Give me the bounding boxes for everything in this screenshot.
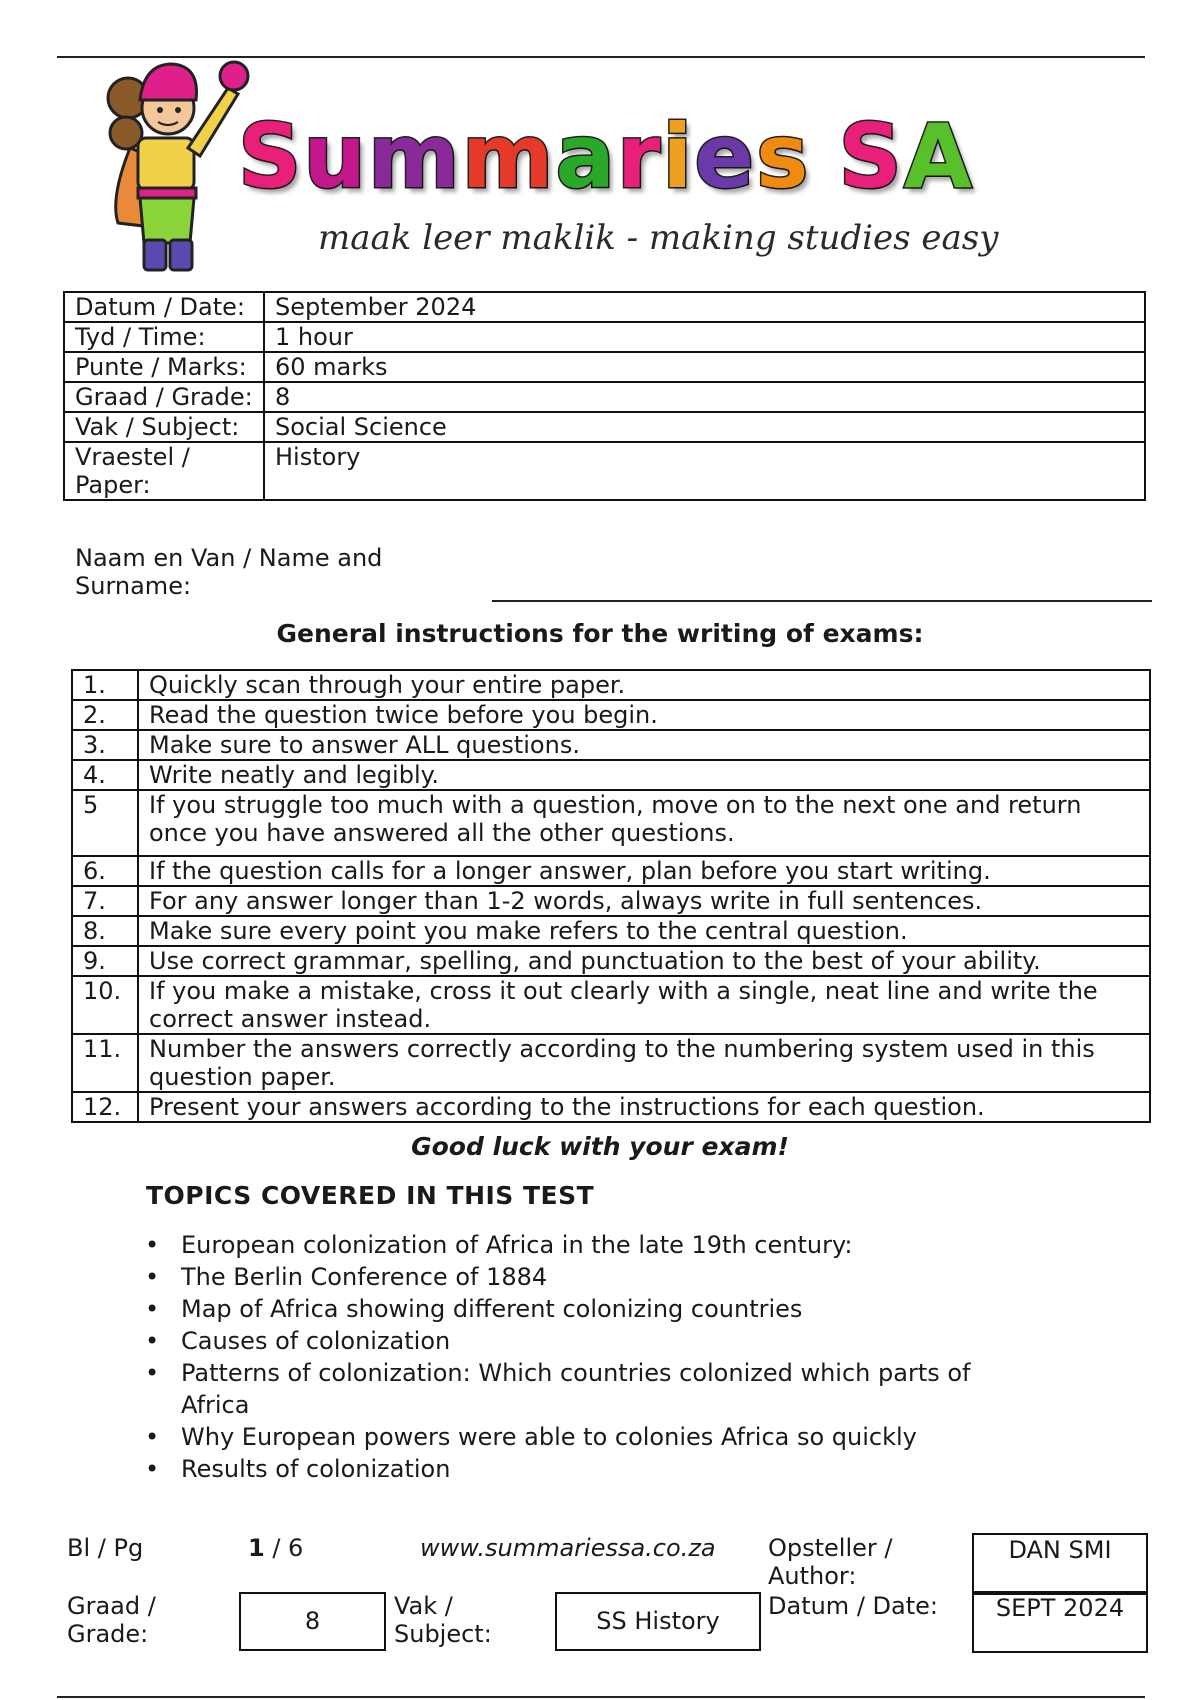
- topic-item: • Patterns of colonization: Which countries colonized which parts of Africa: [145, 1357, 1025, 1421]
- logo-letter: r: [616, 105, 663, 208]
- logo-letter: u: [303, 105, 369, 208]
- info-value: September 2024: [264, 292, 1145, 322]
- footer-author-label: Opsteller / Author:: [768, 1534, 893, 1590]
- topic-item: • European colonization of Africa in the late 19th century:: [145, 1229, 1025, 1261]
- instructions-heading: General instructions for the writing of exams:: [276, 619, 924, 648]
- footer-page-label: Bl / Pg: [67, 1534, 144, 1562]
- instruction-row: [72, 886, 1150, 916]
- topic-item: • Causes of colonization: [145, 1325, 1025, 1357]
- instruction-text: Read the question twice before you begin.: [138, 700, 1150, 730]
- topics-heading: TOPICS COVERED IN THIS TEST: [146, 1181, 595, 1210]
- instruction-text: If you make a mistake, cross it out clearly with a single, neat line and write the correct answer instead.: [138, 976, 1150, 1034]
- instruction-row: [72, 916, 1150, 946]
- logo-letter: s: [756, 105, 811, 208]
- instruction-number: 5: [72, 790, 138, 856]
- instruction-text: Make sure every point you make refers to the central question.: [138, 916, 1150, 946]
- footer-subject-label: Vak / Subject:: [394, 1592, 492, 1648]
- instruction-number: 1.: [72, 670, 138, 700]
- instruction-text: For any answer longer than 1-2 words, always write in full sentences.: [138, 886, 1150, 916]
- mascot-logo-icon: [100, 28, 250, 273]
- page-current: 1: [248, 1534, 265, 1562]
- info-row-grade: [64, 382, 1145, 412]
- info-value: 8: [264, 382, 1145, 412]
- instruction-number: 7.: [72, 886, 138, 916]
- instruction-number: 4.: [72, 760, 138, 790]
- instruction-number: 9.: [72, 946, 138, 976]
- logo-wordmark: [238, 102, 974, 212]
- instruction-row: [72, 760, 1150, 790]
- footer-grade-box: 8: [239, 1592, 386, 1651]
- info-label: Vraestel / Paper:: [64, 442, 264, 500]
- instruction-text: Quickly scan through your entire paper.: [138, 670, 1150, 700]
- instruction-text: If the question calls for a longer answer, plan before you start writing.: [138, 856, 1150, 886]
- instruction-number: 6.: [72, 856, 138, 886]
- logo-letter: i: [662, 105, 695, 208]
- name-surname-field[interactable]: [492, 600, 1152, 602]
- footer-grade-label: Graad / Grade:: [67, 1592, 156, 1648]
- topic-item: • Map of Africa showing different colonizing countries: [145, 1293, 1025, 1325]
- footer-page-number: [248, 1534, 303, 1562]
- instruction-row: [72, 976, 1150, 1034]
- name-surname-label: Naam en Van / Name and Surname:: [75, 544, 383, 600]
- logo-letter: m: [368, 105, 462, 208]
- info-label: Graad / Grade:: [64, 382, 264, 412]
- instruction-text: If you struggle too much with a question, move on to the next one and return once you have answered all the other questions.: [138, 790, 1150, 856]
- instruction-row: [72, 856, 1150, 886]
- logo-letter: A: [903, 105, 974, 208]
- info-label: Tyd / Time:: [64, 322, 264, 352]
- logo-letter: S: [238, 105, 304, 208]
- footer-subject-box: SS History: [555, 1592, 761, 1651]
- instruction-number: 3.: [72, 730, 138, 760]
- info-row-time: [64, 322, 1145, 352]
- logo-letter: a: [555, 105, 617, 208]
- instruction-row: [72, 700, 1150, 730]
- info-row-marks: [64, 352, 1145, 382]
- footer-author-box: DAN SMI: [972, 1533, 1148, 1595]
- instruction-number: 11.: [72, 1034, 138, 1092]
- instruction-row: [72, 670, 1150, 700]
- info-label: Vak / Subject:: [64, 412, 264, 442]
- instruction-row: [72, 1092, 1150, 1122]
- instruction-row: [72, 790, 1150, 856]
- instruction-row: [72, 1034, 1150, 1092]
- page-total: / 6: [264, 1534, 304, 1562]
- instructions-table: [71, 669, 1151, 1123]
- instruction-text: Present your answers according to the instructions for each question.: [138, 1092, 1150, 1122]
- footer-date-box: SEPT 2024: [972, 1591, 1148, 1653]
- instruction-text: Make sure to answer ALL questions.: [138, 730, 1150, 760]
- instruction-row: [72, 730, 1150, 760]
- info-value: Social Science: [264, 412, 1145, 442]
- info-value: 60 marks: [264, 352, 1145, 382]
- exam-info-table: [63, 291, 1146, 501]
- footer-date-label: Datum / Date:: [768, 1592, 938, 1620]
- instruction-number: 2.: [72, 700, 138, 730]
- info-row-subject: [64, 412, 1145, 442]
- info-label: Datum / Date:: [64, 292, 264, 322]
- instruction-number: 10.: [72, 976, 138, 1034]
- topic-item: • The Berlin Conference of 1884: [145, 1261, 1025, 1293]
- topic-item: • Why European powers were able to colonies Africa so quickly: [145, 1421, 1025, 1453]
- info-row-date: [64, 292, 1145, 322]
- logo-letter: e: [694, 105, 757, 208]
- footer-rule: [57, 1696, 1145, 1698]
- good-luck-message: Good luck with your exam!: [411, 1132, 789, 1161]
- instruction-text: Use correct grammar, spelling, and punctuation to the best of your ability.: [138, 946, 1150, 976]
- instruction-text: Number the answers correctly according to the numbering system used in this question paper.: [138, 1034, 1150, 1092]
- instruction-row: [72, 946, 1150, 976]
- logo-letter: S: [838, 105, 904, 208]
- info-value: 1 hour: [264, 322, 1145, 352]
- footer-website: www.summariessa.co.za: [420, 1534, 716, 1562]
- logo-tagline: maak leer maklik - making studies easy: [318, 218, 999, 258]
- topics-list: [145, 1229, 1025, 1485]
- instruction-number: 8.: [72, 916, 138, 946]
- instruction-number: 12.: [72, 1092, 138, 1122]
- topic-item: • Results of colonization: [145, 1453, 1025, 1485]
- info-row-paper: [64, 442, 1145, 500]
- logo-letter: m: [461, 105, 556, 208]
- info-value: History: [264, 442, 1145, 500]
- instruction-text: Write neatly and legibly.: [138, 760, 1150, 790]
- info-label: Punte / Marks:: [64, 352, 264, 382]
